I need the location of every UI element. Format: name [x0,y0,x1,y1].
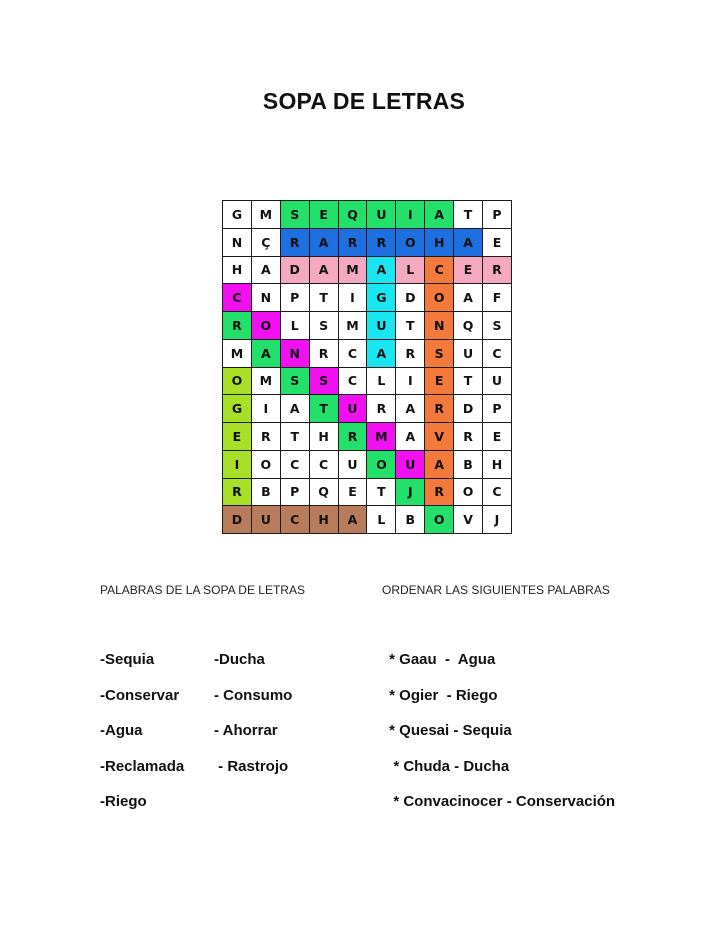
word-item: -Reclamada [100,757,185,775]
grid-row [223,478,512,506]
grid-cell: P [280,478,309,506]
grid-cell: U [367,201,396,229]
word-item: -Agua [100,722,143,739]
grid-cell: U [483,367,512,395]
grid-cell: I [396,367,425,395]
grid-row [223,506,512,534]
grid-cell: R [338,423,367,451]
grid-cell: S [483,312,512,340]
grid-row [223,284,512,312]
grid-cell: Q [338,201,367,229]
grid-cell: I [251,395,280,423]
grid-cell: F [483,284,512,312]
grid-cell: M [223,339,252,367]
word-item: -Conservar [100,686,180,704]
grid-cell: A [454,284,483,312]
grid-cell: C [425,256,454,284]
grid-cell: E [338,478,367,506]
grid-cell: R [223,478,252,506]
grid-cell: H [223,256,252,284]
grid-cell: H [309,506,338,534]
grid-cell: A [251,256,280,284]
grid-cell: I [223,450,252,478]
grid-cell: B [251,478,280,506]
grid-cell: O [454,478,483,506]
grid-cell: R [338,228,367,256]
grid-cell: R [483,256,512,284]
order-item: * Convacinocer - Conservación [385,793,616,810]
grid-cell: A [251,339,280,367]
grid-cell: L [367,367,396,395]
grid-cell: P [280,284,309,312]
word-item: - Ahorrar [214,722,278,739]
word-item: - Rastrojo [214,757,289,775]
grid-cell: E [483,423,512,451]
grid-cell: M [367,423,396,451]
grid-cell: N [425,312,454,340]
grid-row [223,339,512,367]
grid-cell: D [454,395,483,423]
grid-cell: O [425,506,454,534]
grid-cell: S [309,367,338,395]
grid-cell: A [367,256,396,284]
grid-cell: R [367,228,396,256]
grid-cell: R [367,395,396,423]
grid-cell: T [367,478,396,506]
grid-cell: G [223,395,252,423]
grid-cell: R [425,395,454,423]
grid-cell: D [223,506,252,534]
order-item: * Chuda - Ducha [385,757,510,775]
grid-cell: V [425,423,454,451]
grid-cell: T [309,284,338,312]
grid-cell: H [483,450,512,478]
grid-cell: R [425,478,454,506]
grid-cell: R [223,312,252,340]
grid-cell: I [338,284,367,312]
grid-cell: D [396,284,425,312]
order-heading: ORDENAR LAS SIGUIENTES PALABRAS [382,583,610,597]
grid-cell: M [251,367,280,395]
grid-cell: L [280,312,309,340]
grid-cell: R [454,423,483,451]
grid-cell: C [280,506,309,534]
grid-cell: C [280,450,309,478]
grid-cell: R [309,339,338,367]
grid-cell: I [396,201,425,229]
grid-cell: R [280,228,309,256]
grid-cell: G [367,284,396,312]
grid-row [223,395,512,423]
grid-cell: Ç [251,228,280,256]
grid-cell: C [338,367,367,395]
grid-row [223,367,512,395]
grid-cell: E [223,423,252,451]
grid-cell: O [251,312,280,340]
grid-cell: J [396,478,425,506]
grid-cell: L [396,256,425,284]
grid-cell: E [309,201,338,229]
grid-row [223,450,512,478]
order-item: * Quesai - Sequia [385,722,512,739]
grid-cell: Q [309,478,338,506]
grid-cell: O [425,284,454,312]
grid-row [223,201,512,229]
grid-cell: A [309,228,338,256]
grid-cell: E [425,367,454,395]
order-item: * Gaau - Agua [385,651,496,668]
grid-cell: U [367,312,396,340]
word-item: -Sequia [100,651,155,668]
grid-cell: O [251,450,280,478]
grid-cell: C [309,450,338,478]
word-item: -Riego [100,793,147,810]
word-item: - Consumo [214,686,293,704]
grid-cell: U [251,506,280,534]
grid-cell: T [280,423,309,451]
words-heading: PALABRAS DE LA SOPA DE LETRAS [100,583,305,597]
word-search-grid [222,200,512,534]
grid-cell: A [367,339,396,367]
grid-cell: A [280,395,309,423]
grid-cell: M [251,201,280,229]
grid-cell: B [396,506,425,534]
grid-cell: M [338,256,367,284]
grid-cell: E [483,228,512,256]
grid-cell: P [483,201,512,229]
grid-cell: S [425,339,454,367]
grid-cell: N [251,284,280,312]
grid-cell: A [425,201,454,229]
page-title: SOPA DE LETRAS [262,88,466,114]
order-item: * Ogier - Riego [385,686,498,704]
grid-cell: O [223,367,252,395]
grid-cell: R [251,423,280,451]
grid-cell: A [396,395,425,423]
grid-cell: A [425,450,454,478]
grid-cell: U [454,339,483,367]
grid-row [223,423,512,451]
grid-row [223,256,512,284]
grid-cell: S [280,201,309,229]
grid-cell: H [309,423,338,451]
grid-cell: T [396,312,425,340]
grid-cell: L [367,506,396,534]
order-list [385,650,615,828]
grid-cell: P [483,395,512,423]
grid-cell: M [338,312,367,340]
grid-cell: T [309,395,338,423]
grid-cell: B [454,450,483,478]
grid-row [223,228,512,256]
grid-cell: C [338,339,367,367]
grid-cell: T [454,367,483,395]
grid-cell: A [454,228,483,256]
grid-cell: U [338,450,367,478]
grid-cell: U [338,395,367,423]
word-list-column-1 [100,650,184,828]
grid-cell: H [425,228,454,256]
grid-cell: C [483,339,512,367]
grid-cell: S [280,367,309,395]
word-list-column-2 [214,650,292,828]
grid-cell: R [396,339,425,367]
grid-cell: G [223,201,252,229]
grid-cell: C [223,284,252,312]
grid-cell: U [396,450,425,478]
grid-cell: S [309,312,338,340]
grid-cell: O [367,450,396,478]
grid-cell: N [223,228,252,256]
grid-cell: C [483,478,512,506]
grid-cell: Q [454,312,483,340]
grid-cell: T [454,201,483,229]
grid-cell: E [454,256,483,284]
word-item [214,792,292,828]
grid-cell: D [280,256,309,284]
grid-cell: A [338,506,367,534]
grid-row [223,312,512,340]
word-item: -Ducha [214,651,265,668]
grid-cell: J [483,506,512,534]
grid-cell: A [396,423,425,451]
grid-cell: N [280,339,309,367]
grid-cell: A [309,256,338,284]
grid-cell: O [396,228,425,256]
grid-cell: V [454,506,483,534]
